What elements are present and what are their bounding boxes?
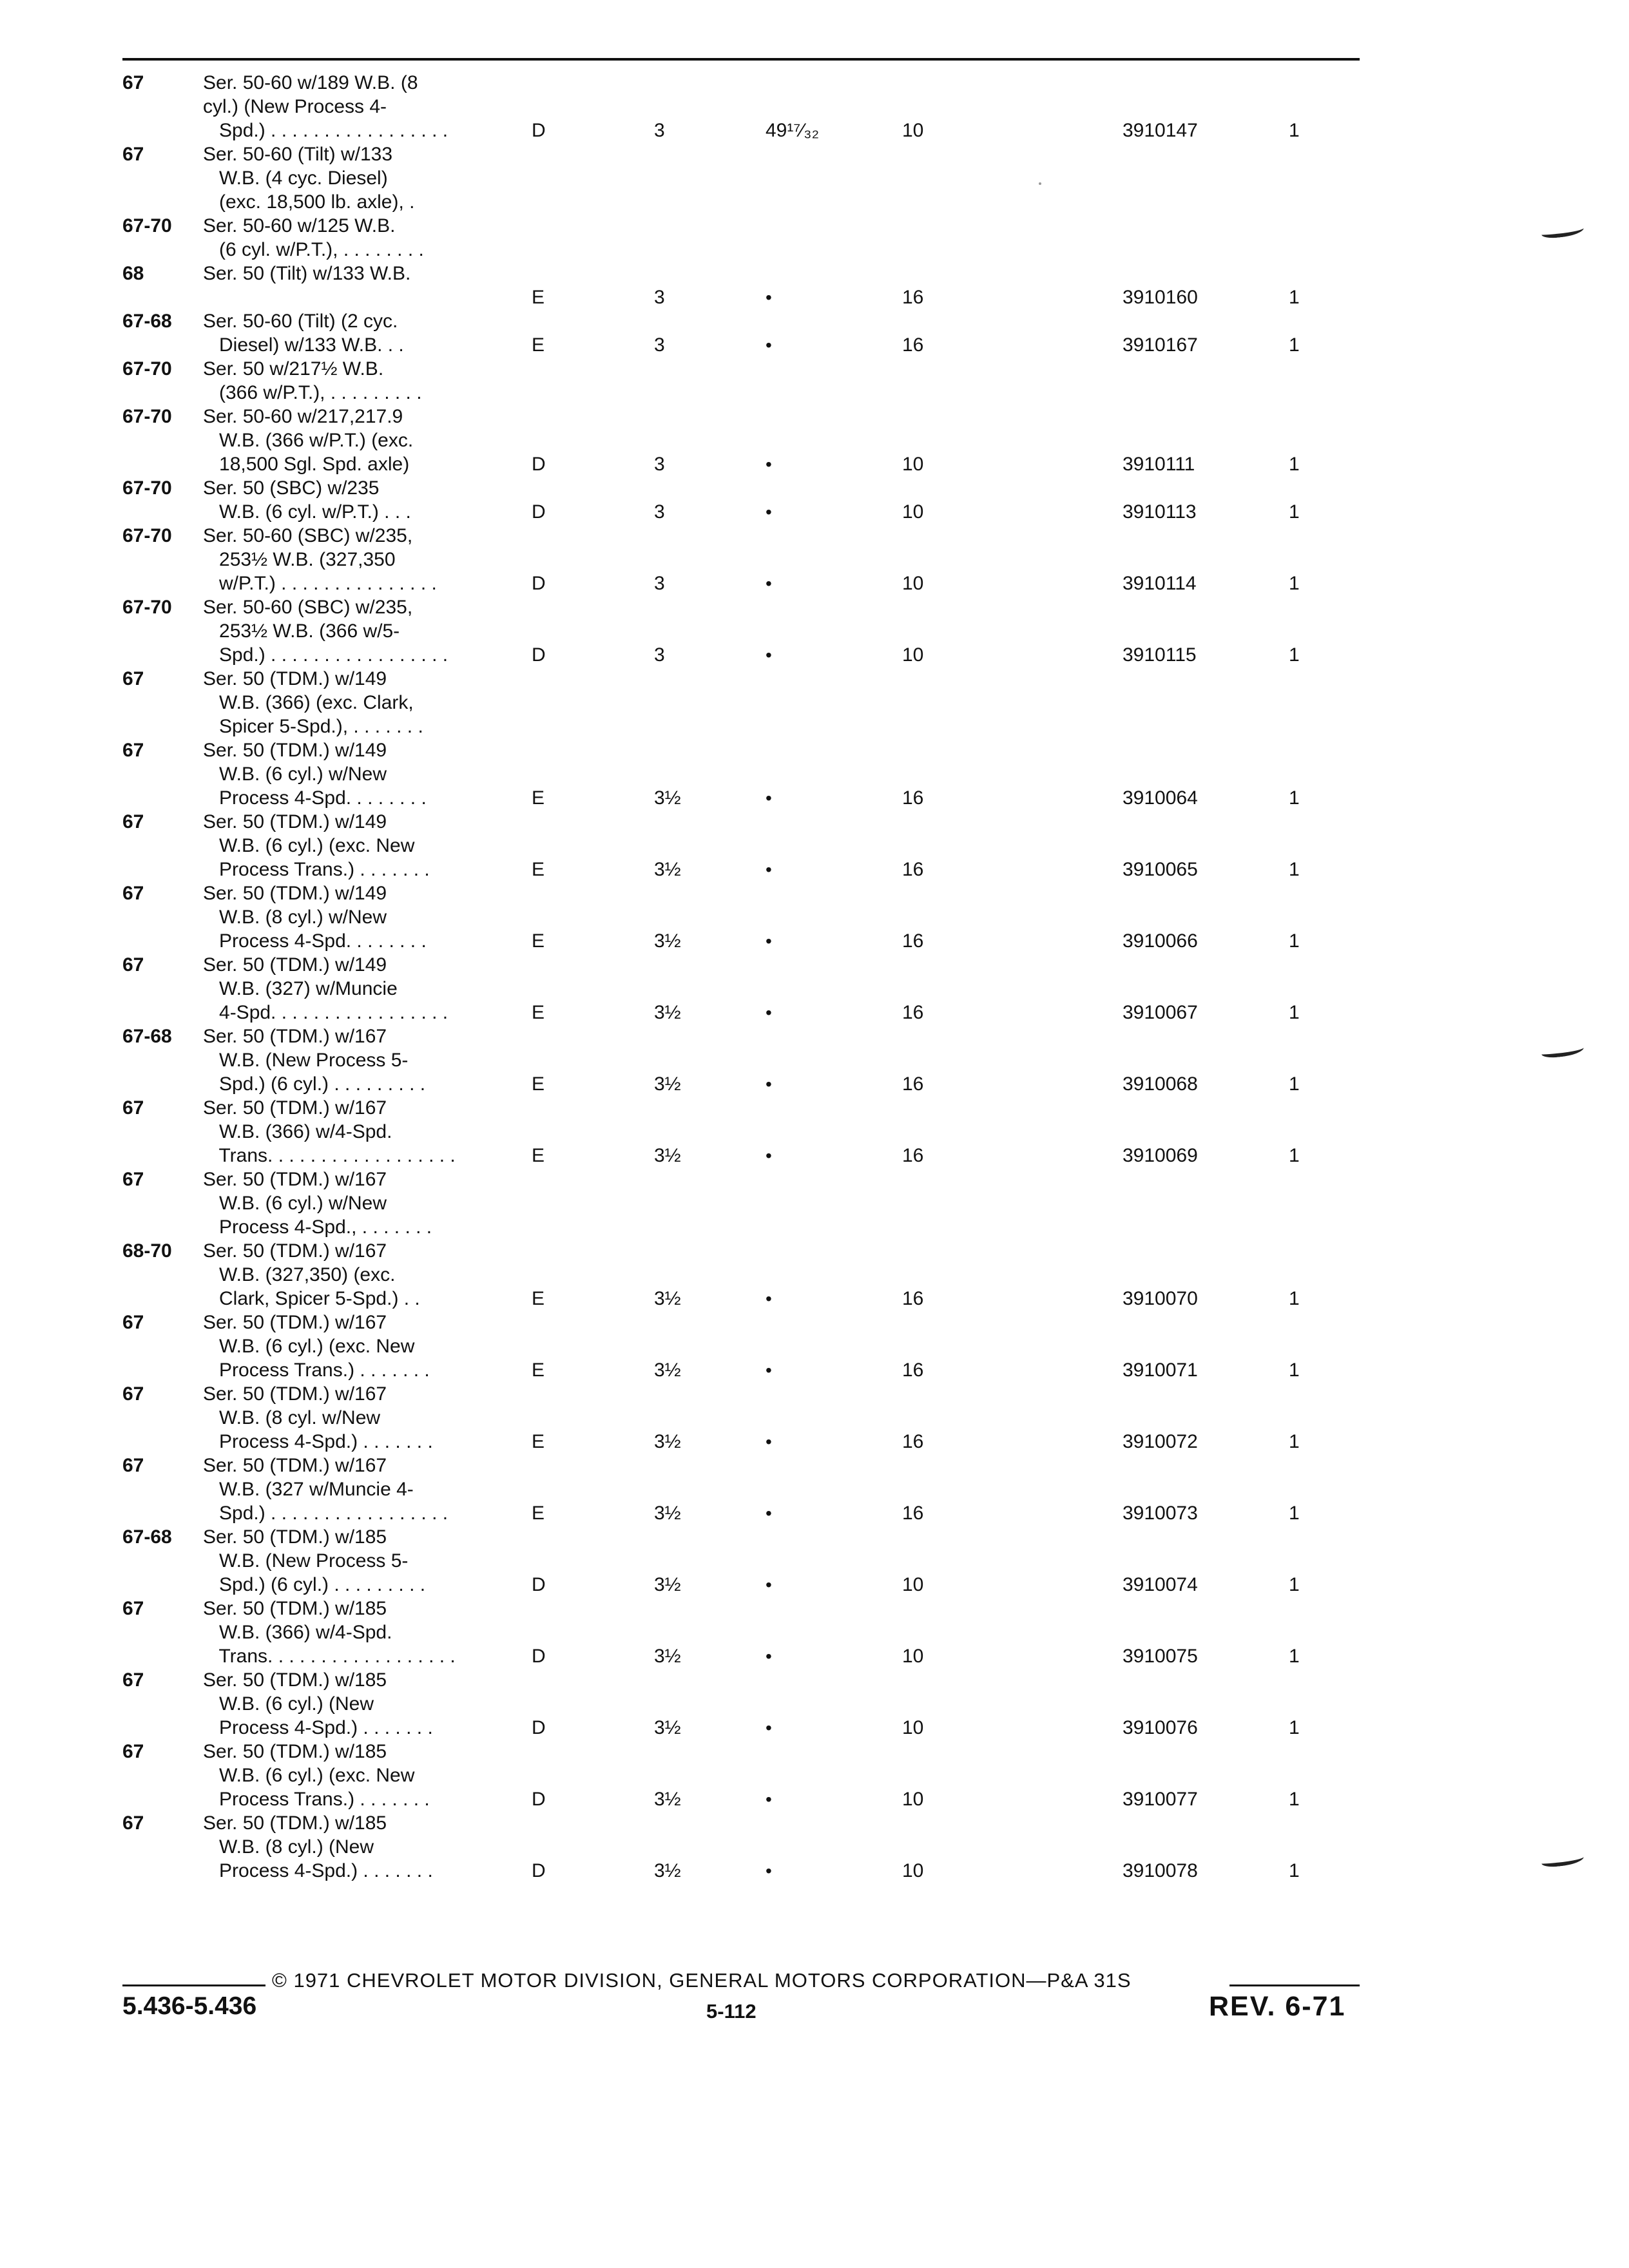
row-year: 67-70 <box>122 406 172 427</box>
row-quantity: 3½ <box>654 1646 681 1667</box>
description-line: Process 4-Spd., . . . . . . . <box>203 1216 432 1238</box>
row-part-number: 3910077 <box>1123 1789 1198 1810</box>
description-line: Spicer 5-Spd.), . . . . . . . <box>203 716 423 737</box>
row-description <box>203 405 413 476</box>
row-description <box>203 1525 425 1597</box>
row-length: 10 <box>902 501 924 523</box>
row-part-number: 3910066 <box>1123 930 1198 952</box>
description-line: 18,500 Sgl. Spd. axle) <box>203 454 410 475</box>
row-quantity: 3½ <box>654 1789 681 1810</box>
row-description <box>203 262 410 309</box>
row-year: 67 <box>122 954 144 975</box>
description-line: Ser. 50 (Tilt) w/133 W.B. <box>203 263 411 284</box>
binder-hole-mark <box>1541 1854 1584 1862</box>
row-description <box>203 1668 433 1740</box>
description-line: Ser. 50 (TDM.) w/185 <box>203 1526 387 1548</box>
description-line: Ser. 50 (TDM.) w/167 <box>203 1383 387 1405</box>
row-quantity: 3 <box>654 573 665 594</box>
row-type-code: D <box>532 120 546 141</box>
description-line: 253½ W.B. (366 w/5- <box>203 620 400 642</box>
description-line: W.B. (New Process 5- <box>203 1550 409 1571</box>
row-count: 1 <box>1289 120 1300 141</box>
row-description <box>203 1597 456 1668</box>
row-length: 10 <box>902 644 924 666</box>
description-line: W.B. (327 w/Muncie 4- <box>203 1479 414 1500</box>
description-line: Ser. 50 (TDM.) w/167 <box>203 1312 387 1333</box>
row-description <box>203 1096 456 1168</box>
footer-revision: REV. 6-71 <box>1209 1991 1346 2022</box>
row-spec: • <box>766 335 772 355</box>
row-part-number: 3910113 <box>1123 501 1197 523</box>
description-line: Spd.) (6 cyl.) . . . . . . . . . <box>203 1073 426 1095</box>
row-length: 16 <box>902 1002 924 1023</box>
row-part-number: 3910068 <box>1123 1073 1198 1095</box>
row-description <box>203 1740 430 1811</box>
description-line: Process 4-Spd.) . . . . . . . <box>203 1717 433 1738</box>
row-count: 1 <box>1289 1073 1300 1095</box>
row-description <box>203 1168 432 1239</box>
row-spec: • <box>766 860 772 879</box>
row-year: 67 <box>122 668 144 689</box>
row-year: 67-70 <box>122 477 172 499</box>
row-year: 67-70 <box>122 215 172 236</box>
row-year: 67-70 <box>122 358 172 380</box>
description-line: Process Trans.) . . . . . . . <box>203 859 430 880</box>
row-year: 68-70 <box>122 1240 172 1262</box>
description-line: Diesel) w/133 W.B. . . <box>203 334 404 356</box>
row-year: 67 <box>122 883 144 904</box>
row-description <box>203 71 448 142</box>
row-description <box>203 214 424 262</box>
row-year: 67-70 <box>122 597 172 618</box>
row-type-code: D <box>532 454 546 475</box>
description-line: W.B. (New Process 5- <box>203 1050 409 1071</box>
description-line: Ser. 50-60 (SBC) w/235, <box>203 597 413 618</box>
row-description <box>203 667 423 738</box>
description-line: W.B. (6 cyl.) w/New <box>203 1193 387 1214</box>
row-count: 1 <box>1289 1503 1300 1524</box>
row-count: 1 <box>1289 1145 1300 1166</box>
row-quantity: 3 <box>654 644 665 666</box>
row-count: 1 <box>1289 644 1300 666</box>
description-line: Process Trans.) . . . . . . . <box>203 1789 430 1810</box>
description-line: Ser. 50 (TDM.) w/185 <box>203 1741 387 1762</box>
description-line: 4-Spd. . . . . . . . . . . . . . . . . <box>203 1002 448 1023</box>
footer-rule-right <box>1229 1984 1360 1986</box>
description-line: W.B. (366) w/4-Spd. <box>203 1622 392 1643</box>
row-quantity: 3½ <box>654 1002 681 1023</box>
row-quantity: 3 <box>654 501 665 523</box>
row-quantity: 3½ <box>654 1574 681 1595</box>
description-line: Ser. 50 (TDM.) w/167 <box>203 1169 387 1190</box>
row-spec: • <box>766 1289 772 1309</box>
description-line: Ser. 50 (TDM.) w/185 <box>203 1598 387 1619</box>
row-description <box>203 738 427 810</box>
row-quantity: 3½ <box>654 1288 681 1309</box>
row-type-code: E <box>532 287 545 308</box>
description-line: Ser. 50 (TDM.) w/167 <box>203 1455 387 1476</box>
description-line: (exc. 18,500 lb. axle), . <box>203 191 415 213</box>
description-line: W.B. (6 cyl.) (exc. New <box>203 1336 415 1357</box>
row-count: 1 <box>1289 334 1300 356</box>
row-length: 10 <box>902 454 924 475</box>
row-type-code: E <box>532 787 545 809</box>
row-length: 16 <box>902 334 924 356</box>
row-type-code: D <box>532 644 546 666</box>
description-line: Spd.) . . . . . . . . . . . . . . . . . <box>203 120 448 141</box>
row-type-code: E <box>532 1431 545 1452</box>
row-count: 1 <box>1289 501 1300 523</box>
row-count: 1 <box>1289 1789 1300 1810</box>
row-quantity: 3 <box>654 334 665 356</box>
row-description <box>203 524 437 595</box>
description-line: Ser. 50 (TDM.) w/149 <box>203 954 387 975</box>
row-count: 1 <box>1289 859 1300 880</box>
row-year: 67-68 <box>122 1026 172 1047</box>
row-spec: • <box>766 1718 772 1738</box>
row-year: 67-68 <box>122 1526 172 1548</box>
row-part-number: 3910111 <box>1123 454 1195 475</box>
row-type-code: E <box>532 1145 545 1166</box>
row-quantity: 3½ <box>654 1360 681 1381</box>
description-line: Ser. 50 (TDM.) w/167 <box>203 1097 387 1119</box>
row-type-code: D <box>532 1717 546 1738</box>
row-type-code: D <box>532 1860 546 1881</box>
row-spec: • <box>766 1789 772 1809</box>
description-line: W.B. (6 cyl.) w/New <box>203 764 387 785</box>
description-line: Spd.) (6 cyl.) . . . . . . . . . <box>203 1574 426 1595</box>
row-length: 10 <box>902 1574 924 1595</box>
row-count: 1 <box>1289 1860 1300 1881</box>
row-description <box>203 142 415 214</box>
row-spec: • <box>766 788 772 808</box>
row-year: 67-68 <box>122 311 172 332</box>
row-year: 67 <box>122 1097 144 1119</box>
row-year: 67-70 <box>122 525 172 546</box>
row-length: 16 <box>902 859 924 880</box>
row-spec: • <box>766 931 772 951</box>
row-description <box>203 595 448 667</box>
row-quantity: 3½ <box>654 787 681 809</box>
description-line: Process 4-Spd.) . . . . . . . <box>203 1860 433 1881</box>
description-line: W.B. (366) (exc. Clark, <box>203 692 414 713</box>
description-line: (366 w/P.T.), . . . . . . . . . <box>203 382 422 403</box>
row-length: 10 <box>902 1646 924 1667</box>
row-count: 1 <box>1289 287 1300 308</box>
description-line: w/P.T.) . . . . . . . . . . . . . . . <box>203 573 437 594</box>
row-spec: • <box>766 1003 772 1023</box>
description-line: W.B. (6 cyl. w/P.T.) . . . <box>203 501 411 523</box>
row-part-number: 3910160 <box>1123 287 1198 308</box>
description-line <box>203 285 410 309</box>
row-spec: • <box>766 573 772 593</box>
row-quantity: 3 <box>654 287 665 308</box>
description-line: Clark, Spicer 5-Spd.) . . <box>203 1288 420 1309</box>
footer-section-number: 5.436-5.436 <box>122 1992 257 2020</box>
row-count: 1 <box>1289 1717 1300 1738</box>
row-spec: • <box>766 1432 772 1452</box>
description-line: W.B. (327) w/Muncie <box>203 978 398 999</box>
description-line: Ser. 50 (TDM.) w/167 <box>203 1026 387 1047</box>
row-part-number: 3910072 <box>1123 1431 1198 1452</box>
row-part-number: 3910075 <box>1123 1646 1198 1667</box>
row-year: 67 <box>122 1741 144 1762</box>
row-type-code: D <box>532 573 546 594</box>
row-year: 67 <box>122 1455 144 1476</box>
description-line: Ser. 50 w/217½ W.B. <box>203 358 384 380</box>
description-line: Trans. . . . . . . . . . . . . . . . . . <box>203 1646 456 1667</box>
row-spec: • <box>766 287 772 307</box>
row-year: 67 <box>122 740 144 761</box>
row-description <box>203 1024 425 1096</box>
row-type-code: E <box>532 1288 545 1309</box>
row-count: 1 <box>1289 1360 1300 1381</box>
row-length: 16 <box>902 930 924 952</box>
row-quantity: 3½ <box>654 1431 681 1452</box>
top-rule <box>122 58 1360 61</box>
row-year: 67 <box>122 1169 144 1190</box>
description-line: Ser. 50 (SBC) w/235 <box>203 477 380 499</box>
description-line: Process 4-Spd. . . . . . . . <box>203 930 427 952</box>
description-line: Ser. 50 (TDM.) w/185 <box>203 1669 387 1691</box>
row-year: 68 <box>122 263 144 284</box>
description-line: Trans. . . . . . . . . . . . . . . . . . <box>203 1145 456 1166</box>
row-description <box>203 810 430 881</box>
row-year: 67 <box>122 144 144 165</box>
row-count: 1 <box>1289 1431 1300 1452</box>
description-line: Ser. 50 (TDM.) w/149 <box>203 740 387 761</box>
description-line: Process 4-Spd.) . . . . . . . <box>203 1431 433 1452</box>
row-description <box>203 357 422 405</box>
row-quantity: 3 <box>654 454 665 475</box>
row-description <box>203 881 427 953</box>
row-spec: • <box>766 1646 772 1666</box>
row-count: 1 <box>1289 573 1300 594</box>
row-part-number: 3910114 <box>1123 573 1197 594</box>
row-length: 16 <box>902 1360 924 1381</box>
row-length: 16 <box>902 1288 924 1309</box>
row-year: 67 <box>122 1812 144 1834</box>
description-line: Ser. 50 (TDM.) w/149 <box>203 811 387 832</box>
row-type-code: D <box>532 1789 546 1810</box>
row-length: 10 <box>902 1789 924 1810</box>
row-quantity: 3 <box>654 120 665 141</box>
description-line: (6 cyl. w/P.T.), . . . . . . . . <box>203 239 424 260</box>
row-description <box>203 1239 420 1311</box>
row-description <box>203 1382 433 1454</box>
row-description <box>203 1454 448 1525</box>
row-spec: • <box>766 1861 772 1881</box>
row-spec: • <box>766 1575 772 1595</box>
description-line: Ser. 50 (TDM.) w/167 <box>203 1240 387 1262</box>
row-type-code: D <box>532 501 546 523</box>
row-spec: • <box>766 1146 772 1166</box>
row-type-code: E <box>532 1503 545 1524</box>
description-line: Ser. 50 (TDM.) w/149 <box>203 668 387 689</box>
row-part-number: 3910071 <box>1123 1360 1198 1381</box>
description-line: Process Trans.) . . . . . . . <box>203 1360 430 1381</box>
footer-rule-left <box>122 1984 265 1986</box>
row-spec: • <box>766 502 772 522</box>
row-part-number: 3910115 <box>1123 644 1197 666</box>
description-line: Ser. 50-60 (SBC) w/235, <box>203 525 413 546</box>
row-spec: 49¹⁷⁄₃₂ <box>766 120 820 141</box>
description-line: Ser. 50 (TDM.) w/149 <box>203 883 387 904</box>
row-spec: • <box>766 645 772 665</box>
description-line: W.B. (8 cyl.) (New <box>203 1836 374 1858</box>
row-year: 67 <box>122 1669 144 1691</box>
description-line: W.B. (4 cyc. Diesel) <box>203 168 388 189</box>
description-line: W.B. (8 cyl.) w/New <box>203 907 387 928</box>
binder-hole-mark <box>1541 226 1584 233</box>
row-year: 67 <box>122 1312 144 1333</box>
row-description <box>203 1311 430 1382</box>
row-part-number: 3910067 <box>1123 1002 1198 1023</box>
description-line: Process 4-Spd. . . . . . . . <box>203 787 427 809</box>
row-length: 16 <box>902 1431 924 1452</box>
row-description <box>203 953 448 1024</box>
description-line: W.B. (366) w/4-Spd. <box>203 1121 392 1142</box>
row-quantity: 3½ <box>654 930 681 952</box>
description-line: W.B. (6 cyl.) (exc. New <box>203 835 415 856</box>
description-line: Ser. 50 (TDM.) w/185 <box>203 1812 387 1834</box>
scan-speck <box>1039 182 1041 185</box>
row-description <box>203 1811 433 1883</box>
row-part-number: 3910078 <box>1123 1860 1198 1881</box>
row-length: 10 <box>902 573 924 594</box>
row-type-code: E <box>532 859 545 880</box>
description-line: Ser. 50-60 w/217,217.9 <box>203 406 403 427</box>
row-spec: • <box>766 1360 772 1380</box>
row-quantity: 3½ <box>654 1860 681 1881</box>
binder-hole-mark <box>1541 1045 1584 1053</box>
row-part-number: 3910167 <box>1123 334 1198 356</box>
description-line: 253½ W.B. (327,350 <box>203 549 396 570</box>
footer-copyright: © 1971 CHEVROLET MOTOR DIVISION, GENERAL MOTORS CORPORATION—P&A 31S <box>272 1969 1132 1992</box>
row-year: 67 <box>122 72 144 93</box>
row-count: 1 <box>1289 1574 1300 1595</box>
row-spec: • <box>766 1074 772 1094</box>
row-type-code: E <box>532 1073 545 1095</box>
row-part-number: 3910076 <box>1123 1717 1198 1738</box>
description-line: Spd.) . . . . . . . . . . . . . . . . . <box>203 1503 448 1524</box>
row-count: 1 <box>1289 1002 1300 1023</box>
description-line: W.B. (8 cyl. w/New <box>203 1407 381 1428</box>
row-quantity: 3½ <box>654 1503 681 1524</box>
row-length: 10 <box>902 1860 924 1881</box>
row-quantity: 3½ <box>654 1073 681 1095</box>
row-type-code: D <box>532 1646 546 1667</box>
row-quantity: 3½ <box>654 859 681 880</box>
row-type-code: E <box>532 1360 545 1381</box>
row-part-number: 3910069 <box>1123 1145 1198 1166</box>
row-type-code: E <box>532 930 545 952</box>
row-length: 16 <box>902 1503 924 1524</box>
row-type-code: D <box>532 1574 546 1595</box>
row-length: 10 <box>902 120 924 141</box>
row-type-code: E <box>532 334 545 356</box>
description-line: Ser. 50-60 w/125 W.B. <box>203 215 396 236</box>
row-part-number: 3910064 <box>1123 787 1198 809</box>
footer-page-number: 5-112 <box>706 2000 757 2023</box>
row-length: 16 <box>902 1073 924 1095</box>
row-length: 10 <box>902 1717 924 1738</box>
description-line: Ser. 50-60 (Tilt) (2 cyc. <box>203 311 398 332</box>
description-line: Spd.) . . . . . . . . . . . . . . . . . <box>203 644 448 666</box>
row-count: 1 <box>1289 1646 1300 1667</box>
row-length: 16 <box>902 1145 924 1166</box>
row-part-number: 3910073 <box>1123 1503 1198 1524</box>
row-count: 1 <box>1289 787 1300 809</box>
row-quantity: 3½ <box>654 1717 681 1738</box>
row-length: 16 <box>902 287 924 308</box>
row-description <box>203 309 404 357</box>
row-count: 1 <box>1289 454 1300 475</box>
row-part-number: 3910147 <box>1123 120 1198 141</box>
row-part-number: 3910065 <box>1123 859 1198 880</box>
description-line: W.B. (6 cyl.) (exc. New <box>203 1765 415 1786</box>
row-spec: • <box>766 454 772 474</box>
description-line: cyl.) (New Process 4- <box>203 96 387 117</box>
row-spec: • <box>766 1503 772 1523</box>
row-type-code: E <box>532 1002 545 1023</box>
row-year: 67 <box>122 811 144 832</box>
description-line: W.B. (327,350) (exc. <box>203 1264 396 1285</box>
row-count: 1 <box>1289 930 1300 952</box>
description-line: W.B. (6 cyl.) (New <box>203 1693 374 1715</box>
row-part-number: 3910070 <box>1123 1288 1198 1309</box>
row-description <box>203 476 411 524</box>
description-line: W.B. (366 w/P.T.) (exc. <box>203 430 414 451</box>
row-year: 67 <box>122 1598 144 1619</box>
row-part-number: 3910074 <box>1123 1574 1198 1595</box>
row-length: 16 <box>902 787 924 809</box>
description-line: Ser. 50-60 w/189 W.B. (8 <box>203 72 418 93</box>
row-quantity: 3½ <box>654 1145 681 1166</box>
row-year: 67 <box>122 1383 144 1405</box>
row-count: 1 <box>1289 1288 1300 1309</box>
description-line: Ser. 50-60 (Tilt) w/133 <box>203 144 393 165</box>
